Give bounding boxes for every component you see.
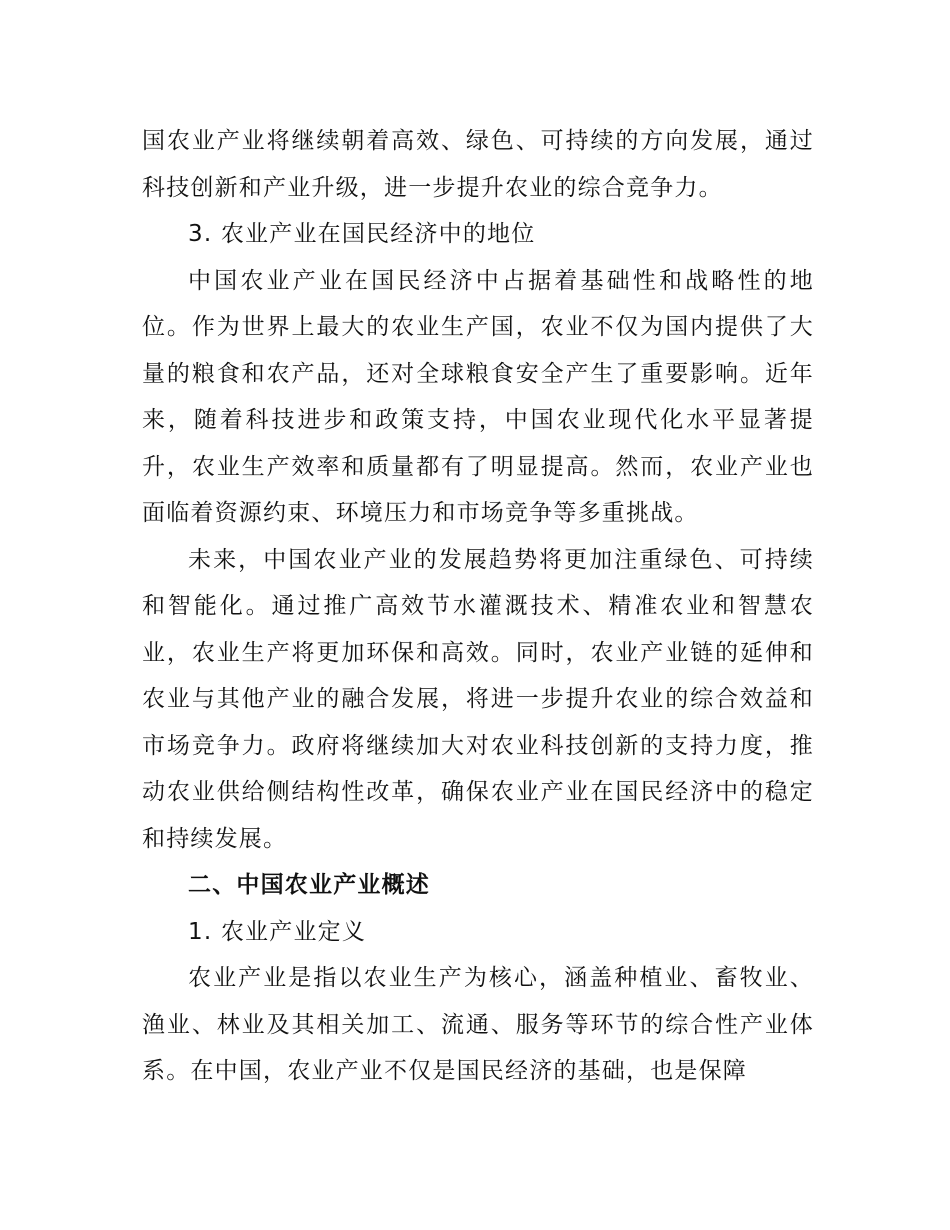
subheading-agriculture-status: 3. 农业产业在国民经济中的地位	[188, 221, 536, 247]
paragraph-continuation: 国农业产业将继续朝着高效、绿色、可持续的方向发展，通过科技创新和产业升级，进一步提升农业的综合竞争力。	[142, 128, 814, 201]
paragraph-future-trends: 未来，中国农业产业的发展趋势将更加注重绿色、可持续和智能化。通过推广高效节水灌溉技术、精准农业和智慧农业，农业生产将更加环保和高效。同时，农业产业链的延伸和农业与其他产业的融合发展，将进一步提升农业的综合效益和市场竞争力。政府将继续加大对农业科技创新的支持力度，推动农业供给侧结构性改革，确保农业产业在国民经济中的稳定和持续发展。	[142, 546, 814, 852]
section-heading-overview: 二、中国农业产业概述	[188, 872, 430, 898]
paragraph-agriculture-status: 中国农业产业在国民经济中占据着基础性和战略性的地位。作为世界上最大的农业生产国，农业不仅为国内提供了大量的粮食和农产品，还对全球粮食安全产生了重要影响。近年来，随着科技进步和政策支持，中国农业现代化水平显著提升，农业生产效率和质量都有了明显提高。然而，农业产业也面临着资源约束、环境压力和市场竞争等多重挑战。	[142, 267, 814, 526]
subheading-definition: 1. 农业产业定义	[188, 918, 367, 945]
paragraph-definition: 农业产业是指以农业生产为核心，涵盖种植业、畜牧业、渔业、林业及其相关加工、流通、服务等环节的综合性产业体系。在中国，农业产业不仅是国民经济的基础，也是保障	[142, 965, 814, 1084]
document-body	[142, 118, 814, 1095]
